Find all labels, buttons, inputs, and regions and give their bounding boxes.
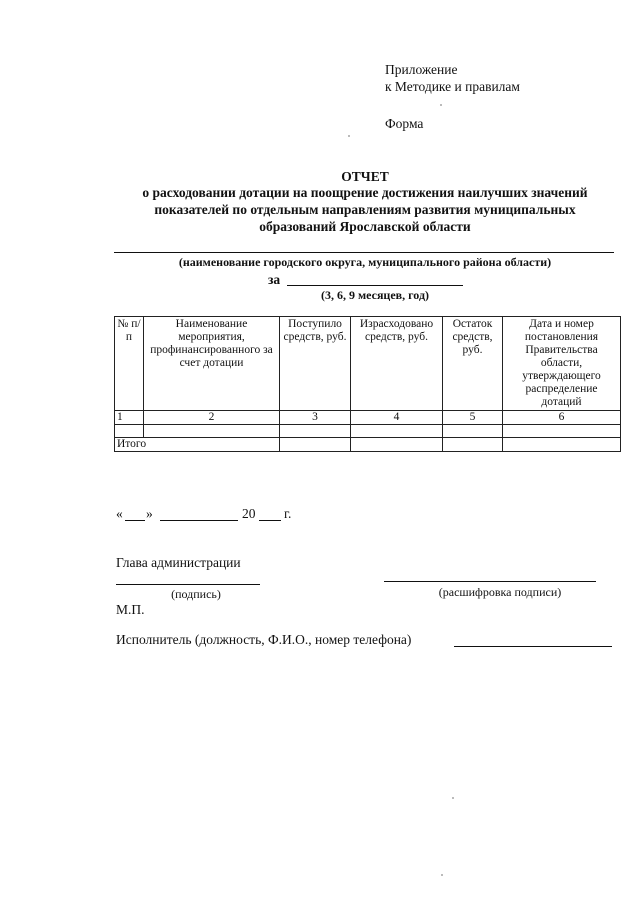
table-cell[interactable] <box>144 425 280 438</box>
table-cell[interactable] <box>115 425 144 438</box>
report-subtitle-line3: образований Ярославской области <box>259 219 471 234</box>
day-blank-line[interactable] <box>125 520 145 521</box>
appendix-reference: к Методике и правилам <box>385 79 520 94</box>
total-resolution-cell[interactable] <box>503 438 621 452</box>
col-number-3: 3 <box>280 411 351 425</box>
col-number-5: 5 <box>443 411 503 425</box>
col-header-spent: Израсходовано средств, руб. <box>351 317 443 411</box>
executor-label: Исполнитель (должность, Ф.И.О., номер телефона) <box>116 632 412 647</box>
report-table <box>114 316 621 452</box>
year-blank-line[interactable] <box>259 520 281 521</box>
table-header-row <box>115 317 621 411</box>
stamp-label: М.П. <box>116 602 145 617</box>
table-numbering-row <box>115 411 621 425</box>
table-cell[interactable] <box>351 425 443 438</box>
total-balance-cell[interactable] <box>443 438 503 452</box>
report-subtitle-line1: о расходовании дотации на поощрение достижения наилучших значений <box>142 185 588 200</box>
col-number-6: 6 <box>503 411 621 425</box>
date-close-quote: » <box>146 506 153 521</box>
col-header-balance: Остаток средств, руб. <box>443 317 503 411</box>
total-spent-cell[interactable] <box>351 438 443 452</box>
decode-caption: (расшифровка подписи) <box>438 585 562 599</box>
col-header-resolution: Дата и номер постановления Правительства области, утверждающего распределение дотаций <box>503 317 621 411</box>
scan-speck <box>348 135 350 137</box>
report-title: ОТЧЕТ <box>341 169 389 184</box>
period-caption: (3, 6, 9 месяцев, год) <box>320 288 430 302</box>
table-row[interactable] <box>115 425 621 438</box>
col-number-1: 1 <box>115 411 144 425</box>
col-number-2: 2 <box>144 411 280 425</box>
signature-caption: (подпись) <box>171 587 221 601</box>
table-cell[interactable] <box>503 425 621 438</box>
municipality-caption: (наименование городского округа, муниципального района области) <box>178 255 552 269</box>
report-subtitle-line2: показателей по отдельным направлениям развития муниципальных <box>154 202 576 217</box>
period-blank-line[interactable] <box>287 285 463 286</box>
scan-speck <box>452 797 454 799</box>
signature-blank-line[interactable] <box>116 584 260 585</box>
municipality-blank-line[interactable] <box>114 252 614 253</box>
head-title: Глава администрации <box>116 555 241 570</box>
scan-speck <box>440 104 442 106</box>
executor-blank-line[interactable] <box>454 646 612 647</box>
year-prefix: 20 <box>242 506 256 521</box>
total-label: Итого <box>115 438 280 452</box>
date-open-quote: « <box>116 506 123 521</box>
decode-blank-line[interactable] <box>384 581 596 582</box>
col-header-received: Поступило средств, руб. <box>280 317 351 411</box>
year-suffix: г. <box>284 506 292 521</box>
table-total-row[interactable] <box>115 438 621 452</box>
table-cell[interactable] <box>280 425 351 438</box>
col-header-number: № п/п <box>115 317 144 411</box>
month-blank-line[interactable] <box>160 520 238 521</box>
table-cell[interactable] <box>443 425 503 438</box>
form-label: Форма <box>385 116 424 131</box>
col-header-activity: Наименование мероприятия, профинансированного за счет дотации <box>144 317 280 411</box>
appendix-label: Приложение <box>385 62 458 77</box>
col-number-4: 4 <box>351 411 443 425</box>
total-received-cell[interactable] <box>280 438 351 452</box>
period-prefix: за <box>268 272 281 287</box>
scan-speck <box>441 874 443 876</box>
